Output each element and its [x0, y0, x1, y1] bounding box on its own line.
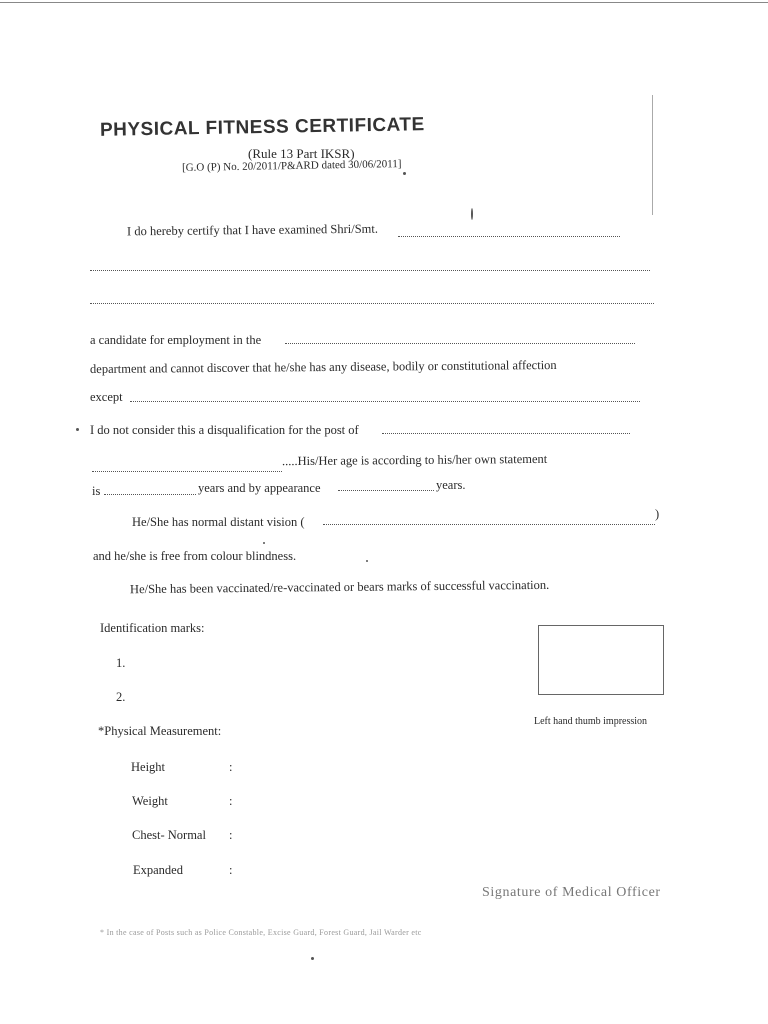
department-line: department and cannot discover that he/she has any disease, bodily or constitutional affection: [89, 357, 557, 377]
vision-line: He/She has normal distant vision (: [132, 515, 305, 529]
scan-speck: [76, 428, 79, 431]
colour-blindness-line: and he/she is free from colour blindness.: [93, 549, 297, 563]
years-line-end: years.: [436, 478, 466, 492]
scan-speck: [311, 957, 314, 960]
chest-normal-label: Chest- Normal: [132, 828, 206, 842]
signature-label: Signature of Medical Officer: [482, 885, 661, 900]
name-blank-3: [90, 303, 654, 304]
identification-item-2: 2.: [116, 690, 126, 704]
age-statement: .....His/Her age is according to his/her own statement: [281, 451, 548, 469]
rule-reference: (Rule 13 Part IKSR): [248, 146, 355, 161]
scan-speck: [471, 208, 473, 220]
candidate-line: a candidate for employment in the: [90, 333, 262, 347]
physical-measurement-label: *Physical Measurement:: [98, 724, 222, 738]
expanded-label: Expanded: [133, 863, 183, 877]
chest-normal-colon: :: [229, 828, 233, 842]
years-line-mid: years and by appearance: [198, 481, 321, 495]
weight-label: Weight: [132, 794, 168, 808]
height-colon: :: [229, 760, 233, 774]
vision-blank: [323, 524, 655, 525]
scan-speck: [403, 172, 406, 175]
name-blank: [398, 236, 620, 237]
vision-close: ): [655, 507, 660, 521]
vaccination-line: He/She has been vaccinated/re-vaccinated or bears marks of successful vaccination.: [129, 577, 550, 597]
thumb-impression-label: Left hand thumb impression: [534, 716, 648, 727]
scan-speck: [263, 542, 265, 544]
thumb-impression-box[interactable]: [538, 625, 664, 695]
identification-item-1: 1.: [116, 656, 126, 670]
footnote: * In the case of Posts such as Police Constable, Excise Guard, Forest Guard, Jail Warder etc: [100, 928, 422, 937]
expanded-colon: :: [229, 863, 233, 877]
department-blank: [285, 343, 635, 344]
identification-label: Identification marks:: [100, 621, 205, 635]
scan-top-edge: [0, 2, 768, 3]
weight-colon: :: [229, 794, 233, 808]
height-label: Height: [131, 760, 166, 774]
years-line-is: is: [92, 484, 101, 498]
document-title: PHYSICAL FITNESS CERTIFICATE: [99, 114, 425, 141]
name-blank-2: [90, 270, 650, 271]
age-blank: [92, 471, 282, 472]
appearance-blank: [338, 490, 434, 491]
go-reference: [G.O (P) No. 20/2011/P&ARD dated 30/06/2011]: [181, 158, 402, 174]
post-blank: [382, 433, 630, 434]
scan-edge-mark: [652, 95, 653, 215]
scan-speck: [366, 560, 368, 562]
certify-line: I do hereby certify that I have examined Shri/Smt.: [126, 221, 379, 239]
except-label: except: [90, 390, 123, 404]
disqualification-line: I do not consider this a disqualification for the post of: [90, 423, 359, 437]
years-blank: [104, 494, 196, 495]
except-blank: [130, 401, 640, 402]
